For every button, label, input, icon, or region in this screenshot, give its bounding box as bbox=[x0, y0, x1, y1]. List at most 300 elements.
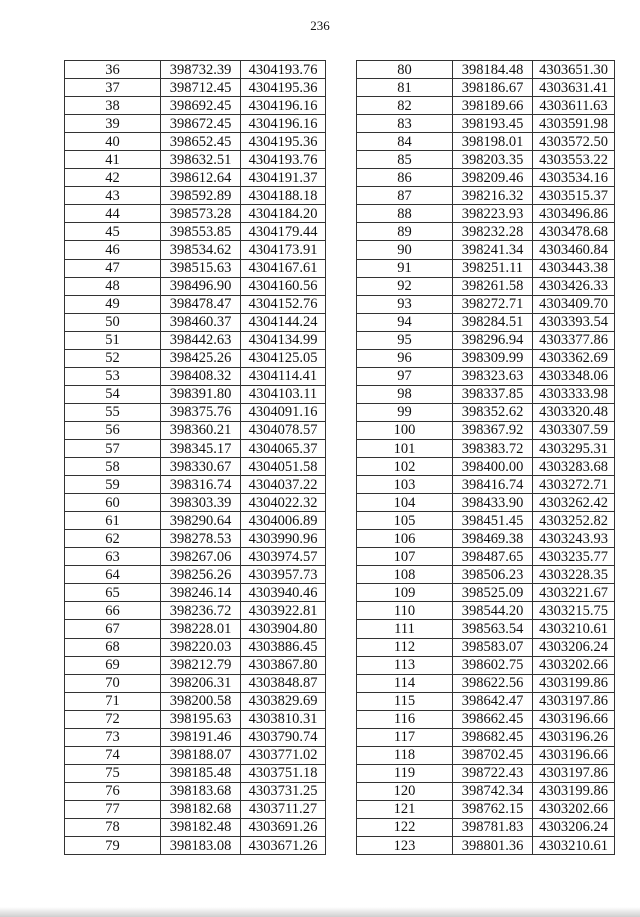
x-coordinate-cell: 398544.20 bbox=[453, 602, 533, 620]
table-row bbox=[65, 782, 326, 800]
x-coordinate-cell: 398672.45 bbox=[161, 115, 241, 133]
x-coordinate-cell: 398742.34 bbox=[453, 782, 533, 800]
y-coordinate-cell: 4303202.66 bbox=[533, 800, 615, 818]
x-coordinate-cell: 398182.48 bbox=[161, 818, 241, 836]
x-coordinate-cell: 398762.15 bbox=[453, 800, 533, 818]
point-number-cell: 100 bbox=[357, 421, 453, 439]
x-coordinate-cell: 398592.89 bbox=[161, 187, 241, 205]
point-number-cell: 108 bbox=[357, 566, 453, 584]
table-row bbox=[65, 674, 326, 692]
y-coordinate-cell: 4303553.22 bbox=[533, 151, 615, 169]
y-coordinate-cell: 4303591.98 bbox=[533, 115, 615, 133]
x-coordinate-cell: 398652.45 bbox=[161, 133, 241, 151]
table-row bbox=[357, 818, 615, 836]
x-coordinate-cell: 398425.26 bbox=[161, 349, 241, 367]
table-row bbox=[65, 764, 326, 782]
table-row bbox=[65, 223, 326, 241]
table-row bbox=[357, 79, 615, 97]
y-coordinate-cell: 4303210.61 bbox=[533, 837, 615, 855]
point-number-cell: 102 bbox=[357, 458, 453, 476]
y-coordinate-cell: 4303957.73 bbox=[241, 566, 326, 584]
table-row bbox=[65, 692, 326, 710]
y-coordinate-cell: 4303886.45 bbox=[241, 638, 326, 656]
table-row bbox=[357, 295, 615, 313]
table-row bbox=[65, 584, 326, 602]
point-number-cell: 56 bbox=[65, 421, 161, 439]
x-coordinate-cell: 398212.79 bbox=[161, 656, 241, 674]
y-coordinate-cell: 4303711.27 bbox=[241, 800, 326, 818]
y-coordinate-cell: 4303221.67 bbox=[533, 584, 615, 602]
point-number-cell: 99 bbox=[357, 403, 453, 421]
table-row bbox=[357, 458, 615, 476]
table-row bbox=[65, 349, 326, 367]
table-row bbox=[65, 259, 326, 277]
table-row bbox=[357, 349, 615, 367]
point-number-cell: 38 bbox=[65, 97, 161, 115]
table-row bbox=[357, 385, 615, 403]
table-row bbox=[357, 494, 615, 512]
x-coordinate-cell: 398391.80 bbox=[161, 385, 241, 403]
x-coordinate-cell: 398400.00 bbox=[453, 458, 533, 476]
x-coordinate-cell: 398642.47 bbox=[453, 692, 533, 710]
y-coordinate-cell: 4303199.86 bbox=[533, 674, 615, 692]
x-coordinate-cell: 398330.67 bbox=[161, 458, 241, 476]
y-coordinate-cell: 4304103.11 bbox=[241, 385, 326, 403]
point-number-cell: 40 bbox=[65, 133, 161, 151]
y-coordinate-cell: 4303691.26 bbox=[241, 818, 326, 836]
point-number-cell: 89 bbox=[357, 223, 453, 241]
y-coordinate-cell: 4303651.30 bbox=[533, 61, 615, 79]
x-coordinate-cell: 398296.94 bbox=[453, 331, 533, 349]
point-number-cell: 70 bbox=[65, 674, 161, 692]
y-coordinate-cell: 4303460.84 bbox=[533, 241, 615, 259]
y-coordinate-cell: 4303904.80 bbox=[241, 620, 326, 638]
table-row bbox=[357, 710, 615, 728]
y-coordinate-cell: 4303196.66 bbox=[533, 710, 615, 728]
point-number-cell: 36 bbox=[65, 61, 161, 79]
point-number-cell: 49 bbox=[65, 295, 161, 313]
table-row bbox=[65, 710, 326, 728]
point-number-cell: 41 bbox=[65, 151, 161, 169]
point-number-cell: 98 bbox=[357, 385, 453, 403]
y-coordinate-cell: 4304196.16 bbox=[241, 115, 326, 133]
y-coordinate-cell: 4304160.56 bbox=[241, 277, 326, 295]
y-coordinate-cell: 4303243.93 bbox=[533, 530, 615, 548]
y-coordinate-cell: 4303235.77 bbox=[533, 548, 615, 566]
table-row bbox=[357, 205, 615, 223]
table-row bbox=[65, 602, 326, 620]
x-coordinate-cell: 398506.23 bbox=[453, 566, 533, 584]
y-coordinate-cell: 4304195.36 bbox=[241, 133, 326, 151]
table-row bbox=[357, 277, 615, 295]
x-coordinate-cell: 398278.53 bbox=[161, 530, 241, 548]
point-number-cell: 97 bbox=[357, 367, 453, 385]
point-number-cell: 95 bbox=[357, 331, 453, 349]
y-coordinate-cell: 4303196.66 bbox=[533, 746, 615, 764]
table-row bbox=[65, 151, 326, 169]
table-row bbox=[357, 367, 615, 385]
x-coordinate-cell: 398602.75 bbox=[453, 656, 533, 674]
x-coordinate-cell: 398612.64 bbox=[161, 169, 241, 187]
table-row bbox=[357, 259, 615, 277]
y-coordinate-cell: 4304114.41 bbox=[241, 367, 326, 385]
point-number-cell: 111 bbox=[357, 620, 453, 638]
point-number-cell: 37 bbox=[65, 79, 161, 97]
x-coordinate-cell: 398702.45 bbox=[453, 746, 533, 764]
y-coordinate-cell: 4303631.41 bbox=[533, 79, 615, 97]
table-row bbox=[357, 602, 615, 620]
point-number-cell: 59 bbox=[65, 476, 161, 494]
point-number-cell: 82 bbox=[357, 97, 453, 115]
x-coordinate-cell: 398206.31 bbox=[161, 674, 241, 692]
x-coordinate-cell: 398216.32 bbox=[453, 187, 533, 205]
x-coordinate-cell: 398284.51 bbox=[453, 313, 533, 331]
point-number-cell: 63 bbox=[65, 548, 161, 566]
x-coordinate-cell: 398534.62 bbox=[161, 241, 241, 259]
x-coordinate-cell: 398236.72 bbox=[161, 602, 241, 620]
x-coordinate-cell: 398303.39 bbox=[161, 494, 241, 512]
y-coordinate-cell: 4303362.69 bbox=[533, 349, 615, 367]
x-coordinate-cell: 398732.39 bbox=[161, 61, 241, 79]
point-number-cell: 66 bbox=[65, 602, 161, 620]
table-row bbox=[357, 151, 615, 169]
y-coordinate-cell: 4304193.76 bbox=[241, 61, 326, 79]
y-coordinate-cell: 4304134.99 bbox=[241, 331, 326, 349]
table-row bbox=[357, 97, 615, 115]
x-coordinate-cell: 398220.03 bbox=[161, 638, 241, 656]
y-coordinate-cell: 4304125.05 bbox=[241, 349, 326, 367]
point-number-cell: 65 bbox=[65, 584, 161, 602]
point-number-cell: 43 bbox=[65, 187, 161, 205]
point-number-cell: 84 bbox=[357, 133, 453, 151]
x-coordinate-cell: 398337.85 bbox=[453, 385, 533, 403]
y-coordinate-cell: 4303197.86 bbox=[533, 692, 615, 710]
point-number-cell: 47 bbox=[65, 259, 161, 277]
table-row bbox=[357, 313, 615, 331]
x-coordinate-cell: 398191.46 bbox=[161, 728, 241, 746]
y-coordinate-cell: 4303974.57 bbox=[241, 548, 326, 566]
x-coordinate-cell: 398316.74 bbox=[161, 476, 241, 494]
y-coordinate-cell: 4303922.81 bbox=[241, 602, 326, 620]
point-number-cell: 77 bbox=[65, 800, 161, 818]
table-row bbox=[65, 837, 326, 855]
scan-edge-shadow bbox=[0, 907, 640, 917]
x-coordinate-cell: 398183.68 bbox=[161, 782, 241, 800]
point-number-cell: 68 bbox=[65, 638, 161, 656]
table-row bbox=[65, 169, 326, 187]
table-row bbox=[65, 746, 326, 764]
y-coordinate-cell: 4303990.96 bbox=[241, 530, 326, 548]
x-coordinate-cell: 398442.63 bbox=[161, 331, 241, 349]
y-coordinate-cell: 4303197.86 bbox=[533, 764, 615, 782]
point-number-cell: 52 bbox=[65, 349, 161, 367]
y-coordinate-cell: 4303283.68 bbox=[533, 458, 615, 476]
table-row bbox=[65, 548, 326, 566]
table-row bbox=[357, 656, 615, 674]
table-row bbox=[65, 205, 326, 223]
x-coordinate-cell: 398553.85 bbox=[161, 223, 241, 241]
x-coordinate-cell: 398360.21 bbox=[161, 421, 241, 439]
point-number-cell: 88 bbox=[357, 205, 453, 223]
table-row bbox=[357, 421, 615, 439]
point-number-cell: 81 bbox=[357, 79, 453, 97]
point-number-cell: 85 bbox=[357, 151, 453, 169]
point-number-cell: 93 bbox=[357, 295, 453, 313]
point-number-cell: 50 bbox=[65, 313, 161, 331]
y-coordinate-cell: 4303393.54 bbox=[533, 313, 615, 331]
x-coordinate-cell: 398712.45 bbox=[161, 79, 241, 97]
point-number-cell: 58 bbox=[65, 458, 161, 476]
point-number-cell: 46 bbox=[65, 241, 161, 259]
table-row bbox=[65, 295, 326, 313]
point-number-cell: 73 bbox=[65, 728, 161, 746]
table-row bbox=[65, 97, 326, 115]
y-coordinate-cell: 4304184.20 bbox=[241, 205, 326, 223]
x-coordinate-cell: 398267.06 bbox=[161, 548, 241, 566]
x-coordinate-cell: 398228.01 bbox=[161, 620, 241, 638]
point-number-cell: 61 bbox=[65, 512, 161, 530]
point-number-cell: 78 bbox=[65, 818, 161, 836]
y-coordinate-cell: 4304091.16 bbox=[241, 403, 326, 421]
point-number-cell: 42 bbox=[65, 169, 161, 187]
x-coordinate-cell: 398345.17 bbox=[161, 439, 241, 457]
point-number-cell: 123 bbox=[357, 837, 453, 855]
x-coordinate-cell: 398186.67 bbox=[453, 79, 533, 97]
x-coordinate-cell: 398383.72 bbox=[453, 439, 533, 457]
x-coordinate-cell: 398573.28 bbox=[161, 205, 241, 223]
y-coordinate-cell: 4304037.22 bbox=[241, 476, 326, 494]
x-coordinate-cell: 398184.48 bbox=[453, 61, 533, 79]
table-row bbox=[357, 692, 615, 710]
y-coordinate-cell: 4304195.36 bbox=[241, 79, 326, 97]
x-coordinate-cell: 398188.07 bbox=[161, 746, 241, 764]
table-row bbox=[357, 782, 615, 800]
y-coordinate-cell: 4303940.46 bbox=[241, 584, 326, 602]
x-coordinate-cell: 398515.63 bbox=[161, 259, 241, 277]
table-row bbox=[65, 728, 326, 746]
table-row bbox=[65, 331, 326, 349]
y-coordinate-cell: 4303515.37 bbox=[533, 187, 615, 205]
y-coordinate-cell: 4304179.44 bbox=[241, 223, 326, 241]
y-coordinate-cell: 4303307.59 bbox=[533, 421, 615, 439]
point-number-cell: 116 bbox=[357, 710, 453, 728]
point-number-cell: 72 bbox=[65, 710, 161, 728]
y-coordinate-cell: 4303790.74 bbox=[241, 728, 326, 746]
table-row bbox=[357, 584, 615, 602]
y-coordinate-cell: 4304006.89 bbox=[241, 512, 326, 530]
x-coordinate-cell: 398309.99 bbox=[453, 349, 533, 367]
y-coordinate-cell: 4303443.38 bbox=[533, 259, 615, 277]
point-number-cell: 87 bbox=[357, 187, 453, 205]
point-number-cell: 101 bbox=[357, 439, 453, 457]
point-number-cell: 121 bbox=[357, 800, 453, 818]
point-number-cell: 96 bbox=[357, 349, 453, 367]
x-coordinate-cell: 398525.09 bbox=[453, 584, 533, 602]
x-coordinate-cell: 398487.65 bbox=[453, 548, 533, 566]
x-coordinate-cell: 398460.37 bbox=[161, 313, 241, 331]
x-coordinate-cell: 398198.01 bbox=[453, 133, 533, 151]
x-coordinate-cell: 398408.32 bbox=[161, 367, 241, 385]
point-number-cell: 94 bbox=[357, 313, 453, 331]
table-row bbox=[65, 277, 326, 295]
point-number-cell: 76 bbox=[65, 782, 161, 800]
table-row bbox=[65, 530, 326, 548]
y-coordinate-cell: 4303848.87 bbox=[241, 674, 326, 692]
y-coordinate-cell: 4303206.24 bbox=[533, 818, 615, 836]
y-coordinate-cell: 4304193.76 bbox=[241, 151, 326, 169]
y-coordinate-cell: 4304022.32 bbox=[241, 494, 326, 512]
point-number-cell: 92 bbox=[357, 277, 453, 295]
coordinate-table-right bbox=[356, 60, 615, 855]
y-coordinate-cell: 4303572.50 bbox=[533, 133, 615, 151]
point-number-cell: 83 bbox=[357, 115, 453, 133]
table-row bbox=[65, 79, 326, 97]
x-coordinate-cell: 398583.07 bbox=[453, 638, 533, 656]
point-number-cell: 122 bbox=[357, 818, 453, 836]
x-coordinate-cell: 398232.28 bbox=[453, 223, 533, 241]
table-row bbox=[65, 494, 326, 512]
point-number-cell: 60 bbox=[65, 494, 161, 512]
y-coordinate-cell: 4304196.16 bbox=[241, 97, 326, 115]
table-row bbox=[357, 800, 615, 818]
y-coordinate-cell: 4303478.68 bbox=[533, 223, 615, 241]
point-number-cell: 62 bbox=[65, 530, 161, 548]
x-coordinate-cell: 398496.90 bbox=[161, 277, 241, 295]
x-coordinate-cell: 398433.90 bbox=[453, 494, 533, 512]
x-coordinate-cell: 398662.45 bbox=[453, 710, 533, 728]
table-row bbox=[357, 476, 615, 494]
table-row bbox=[65, 187, 326, 205]
table-row bbox=[65, 638, 326, 656]
table-row bbox=[357, 566, 615, 584]
x-coordinate-cell: 398367.92 bbox=[453, 421, 533, 439]
y-coordinate-cell: 4303534.16 bbox=[533, 169, 615, 187]
y-coordinate-cell: 4304167.61 bbox=[241, 259, 326, 277]
point-number-cell: 119 bbox=[357, 764, 453, 782]
y-coordinate-cell: 4303377.86 bbox=[533, 331, 615, 349]
table-row bbox=[357, 728, 615, 746]
table-row bbox=[357, 169, 615, 187]
point-number-cell: 79 bbox=[65, 837, 161, 855]
point-number-cell: 114 bbox=[357, 674, 453, 692]
table-row bbox=[357, 187, 615, 205]
table-row bbox=[65, 620, 326, 638]
table-row bbox=[65, 385, 326, 403]
table-row bbox=[357, 403, 615, 421]
point-number-cell: 54 bbox=[65, 385, 161, 403]
point-number-cell: 106 bbox=[357, 530, 453, 548]
table-row bbox=[65, 241, 326, 259]
y-coordinate-cell: 4303215.75 bbox=[533, 602, 615, 620]
x-coordinate-cell: 398272.71 bbox=[453, 295, 533, 313]
y-coordinate-cell: 4303202.66 bbox=[533, 656, 615, 674]
table-row bbox=[65, 458, 326, 476]
table-row bbox=[357, 512, 615, 530]
y-coordinate-cell: 4303320.48 bbox=[533, 403, 615, 421]
x-coordinate-cell: 398781.83 bbox=[453, 818, 533, 836]
x-coordinate-cell: 398195.63 bbox=[161, 710, 241, 728]
table-row bbox=[65, 115, 326, 133]
y-coordinate-cell: 4303348.06 bbox=[533, 367, 615, 385]
point-number-cell: 110 bbox=[357, 602, 453, 620]
point-number-cell: 107 bbox=[357, 548, 453, 566]
y-coordinate-cell: 4304188.18 bbox=[241, 187, 326, 205]
x-coordinate-cell: 398251.11 bbox=[453, 259, 533, 277]
table-row bbox=[65, 476, 326, 494]
x-coordinate-cell: 398185.48 bbox=[161, 764, 241, 782]
x-coordinate-cell: 398632.51 bbox=[161, 151, 241, 169]
point-number-cell: 104 bbox=[357, 494, 453, 512]
y-coordinate-cell: 4303771.02 bbox=[241, 746, 326, 764]
point-number-cell: 69 bbox=[65, 656, 161, 674]
y-coordinate-cell: 4304078.57 bbox=[241, 421, 326, 439]
y-coordinate-cell: 4303810.31 bbox=[241, 710, 326, 728]
x-coordinate-cell: 398478.47 bbox=[161, 295, 241, 313]
point-number-cell: 44 bbox=[65, 205, 161, 223]
y-coordinate-cell: 4303199.86 bbox=[533, 782, 615, 800]
y-coordinate-cell: 4304173.91 bbox=[241, 241, 326, 259]
table-row bbox=[357, 241, 615, 259]
y-coordinate-cell: 4303210.61 bbox=[533, 620, 615, 638]
y-coordinate-cell: 4303409.70 bbox=[533, 295, 615, 313]
y-coordinate-cell: 4303228.35 bbox=[533, 566, 615, 584]
y-coordinate-cell: 4303611.63 bbox=[533, 97, 615, 115]
table-row bbox=[357, 61, 615, 79]
y-coordinate-cell: 4303751.18 bbox=[241, 764, 326, 782]
y-coordinate-cell: 4303272.71 bbox=[533, 476, 615, 494]
point-number-cell: 115 bbox=[357, 692, 453, 710]
y-coordinate-cell: 4303196.26 bbox=[533, 728, 615, 746]
point-number-cell: 86 bbox=[357, 169, 453, 187]
x-coordinate-cell: 398203.35 bbox=[453, 151, 533, 169]
point-number-cell: 51 bbox=[65, 331, 161, 349]
table-row bbox=[65, 656, 326, 674]
x-coordinate-cell: 398183.08 bbox=[161, 837, 241, 855]
y-coordinate-cell: 4303262.42 bbox=[533, 494, 615, 512]
table-row bbox=[357, 620, 615, 638]
x-coordinate-cell: 398246.14 bbox=[161, 584, 241, 602]
point-number-cell: 67 bbox=[65, 620, 161, 638]
point-number-cell: 91 bbox=[357, 259, 453, 277]
x-coordinate-cell: 398193.45 bbox=[453, 115, 533, 133]
x-coordinate-cell: 398182.68 bbox=[161, 800, 241, 818]
table-row bbox=[357, 548, 615, 566]
point-number-cell: 64 bbox=[65, 566, 161, 584]
y-coordinate-cell: 4303426.33 bbox=[533, 277, 615, 295]
point-number-cell: 103 bbox=[357, 476, 453, 494]
table-row bbox=[357, 638, 615, 656]
x-coordinate-cell: 398200.58 bbox=[161, 692, 241, 710]
table-row bbox=[65, 818, 326, 836]
x-coordinate-cell: 398352.62 bbox=[453, 403, 533, 421]
x-coordinate-cell: 398722.43 bbox=[453, 764, 533, 782]
table-row bbox=[357, 331, 615, 349]
y-coordinate-cell: 4304191.37 bbox=[241, 169, 326, 187]
point-number-cell: 117 bbox=[357, 728, 453, 746]
table-row bbox=[357, 530, 615, 548]
page-number: 236 bbox=[310, 18, 330, 33]
table-row bbox=[65, 313, 326, 331]
table-row bbox=[357, 133, 615, 151]
x-coordinate-cell: 398189.66 bbox=[453, 97, 533, 115]
y-coordinate-cell: 4303252.82 bbox=[533, 512, 615, 530]
point-number-cell: 39 bbox=[65, 115, 161, 133]
table-row bbox=[357, 746, 615, 764]
point-number-cell: 90 bbox=[357, 241, 453, 259]
point-number-cell: 57 bbox=[65, 439, 161, 457]
point-number-cell: 55 bbox=[65, 403, 161, 421]
x-coordinate-cell: 398241.34 bbox=[453, 241, 533, 259]
